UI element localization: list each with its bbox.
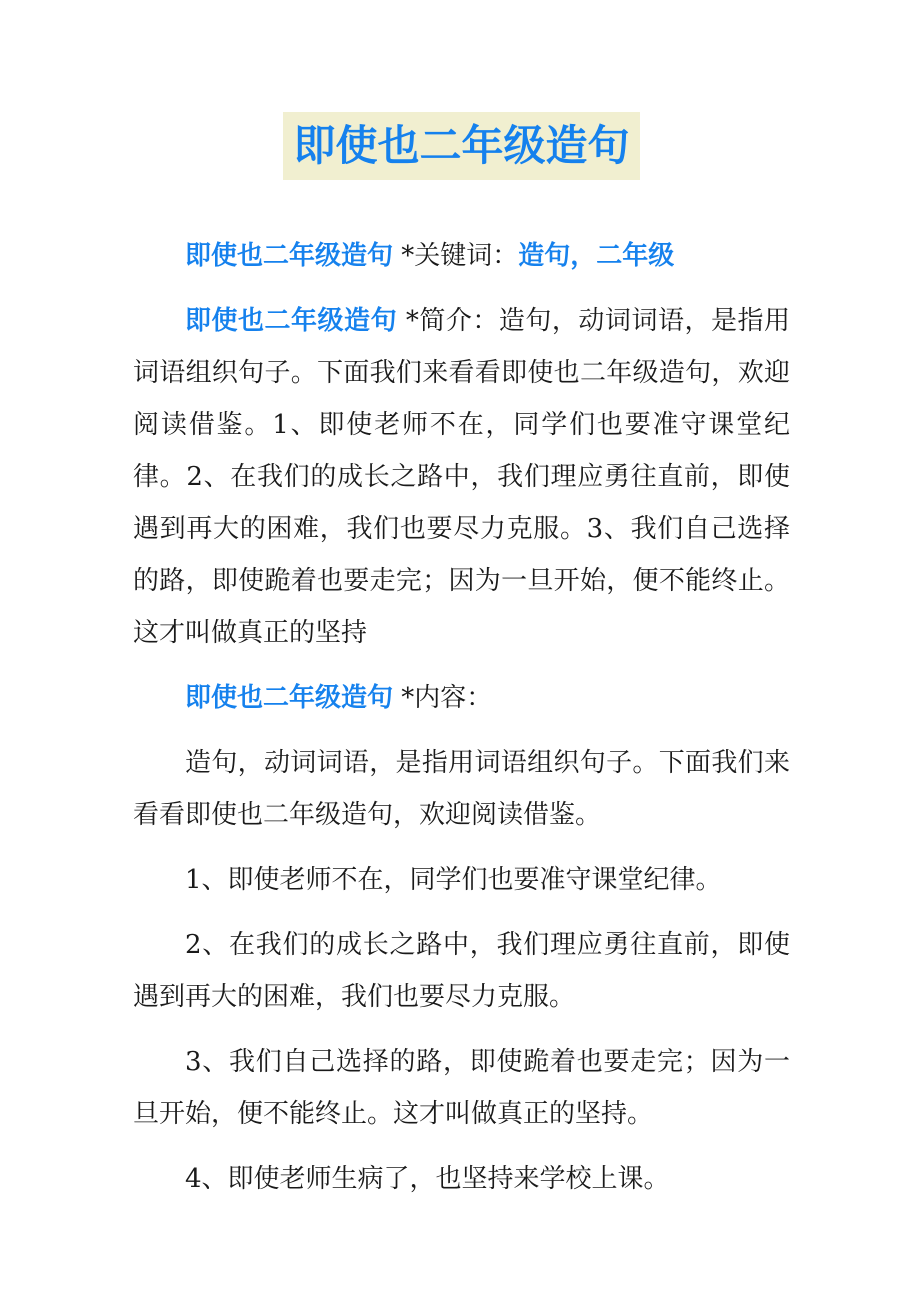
paragraph-keywords — [133, 230, 790, 282]
intro-text: *简介：造句，动词词语，是指用词语组织句子。下面我们来看看即使也二年级造句，欢迎阅读借鉴。1、即使老师不在，同学们也要准守课堂纪律。2、在我们的成长之路中，我们理应勇往直前，即使遇到再大的困难，我们也要尽力克服。3、我们自己选择的路，即使跪着也要走完；因为一旦开始，便不能终止。这才叫做真正的坚持 — [133, 306, 790, 648]
sentence-3: 3、我们自己选择的路，即使跪着也要走完；因为一旦开始，便不能终止。这才叫做真正的坚持。 — [133, 1047, 790, 1129]
page-title — [133, 112, 790, 180]
sentence-2: 2、在我们的成长之路中，我们理应勇往直前，即使遇到再大的困难，我们也要尽力克服。 — [133, 930, 790, 1012]
paragraph-content-label — [133, 672, 790, 724]
sentence-1: 1、即使老师不在，同学们也要准守课堂纪律。 — [185, 865, 722, 895]
keywords-value: 造句，二年级 — [518, 241, 675, 271]
paragraph-intro — [133, 295, 790, 659]
intro-heading-link: 即使也二年级造句 — [185, 306, 398, 336]
keywords-heading-link: 即使也二年级造句 — [185, 241, 394, 271]
content-heading-link: 即使也二年级造句 — [185, 683, 394, 713]
page-title-highlight: 即使也二年级造句 — [283, 112, 639, 180]
sentence-4: 4、即使老师生病了，也坚持来学校上课。 — [185, 1164, 670, 1194]
keywords-label: *关键词： — [393, 241, 519, 271]
content-label: *内容： — [393, 683, 493, 713]
paragraph-description: 造句，动词词语，是指用词语组织句子。下面我们来看看即使也二年级造句，欢迎阅读借鉴。 — [133, 748, 790, 830]
